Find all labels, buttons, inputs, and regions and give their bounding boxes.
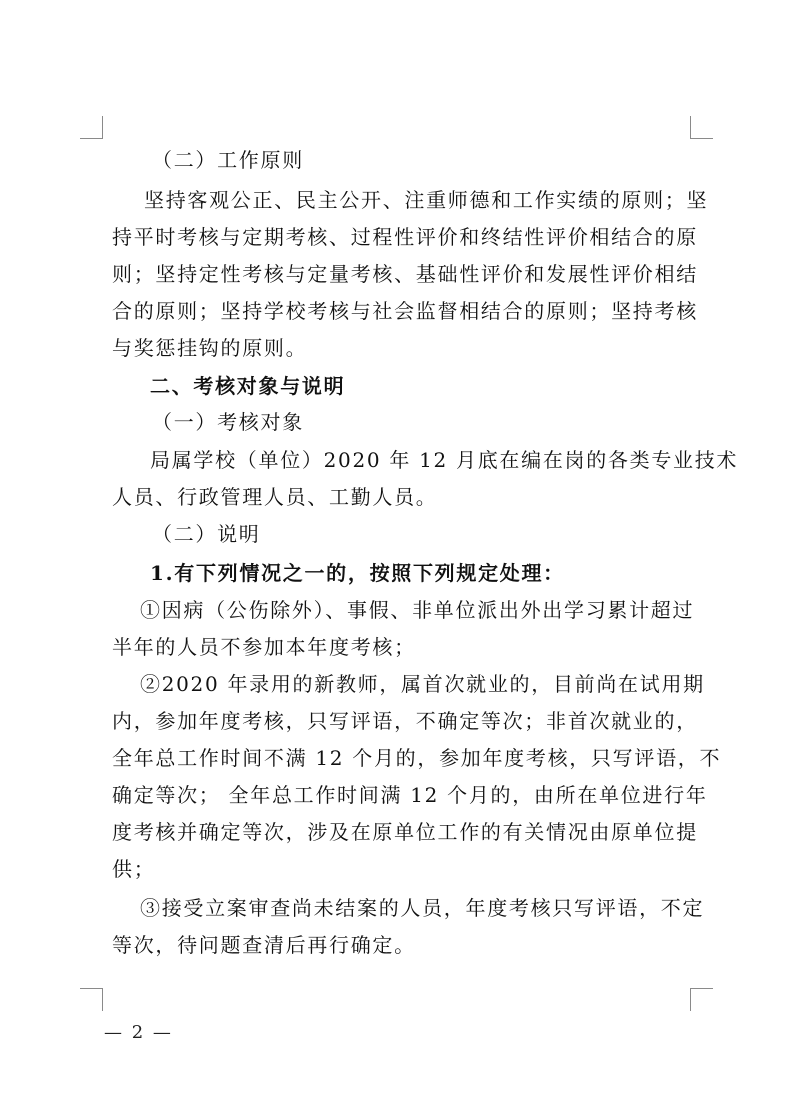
section-heading: 二、考核对象与说明	[150, 374, 346, 398]
crop-mark-top-left	[80, 116, 103, 139]
page-number: — 2 —	[104, 1022, 173, 1043]
crop-mark-bottom-right	[690, 988, 713, 1011]
paragraph-line: 局属学校（单位）2020 年 12 月底在编在岗的各类专业技术	[150, 448, 739, 472]
paragraph-line: 坚持客观公正、民主公开、注重师德和工作实绩的原则；坚	[144, 188, 709, 212]
paragraph-line: 与奖惩挂钩的原则。	[112, 336, 308, 360]
paragraph-line: ③接受立案审查尚未结案的人员，年度考核只写评语，不定	[140, 896, 705, 920]
paragraph-line: 内，参加年度考核，只写评语，不确定等次；非首次就业的，	[112, 709, 698, 733]
paragraph-line: 确定等次； 全年总工作时间满 12 个月的，由所在单位进行年	[112, 783, 708, 807]
paragraph-line: ②2020 年录用的新教师，属首次就业的，目前尚在试用期	[140, 672, 705, 696]
rule-heading: 1.有下列情况之一的，按照下列规定处理：	[150, 561, 565, 585]
paragraph-line: 则；坚持定性考核与定量考核、基础性评价和发展性评价相结	[112, 262, 698, 286]
paragraph-line: 半年的人员不参加本年度考核；	[112, 635, 416, 659]
paragraph-line: 持平时考核与定期考核、过程性评价和终结性评价相结合的原	[112, 225, 698, 249]
crop-mark-top-right	[690, 116, 713, 139]
paragraph-line: ①因病（公伤除外）、事假、非单位派出外出学习累计超过	[140, 598, 695, 622]
paragraph-line: 人员、行政管理人员、工勤人员。	[112, 485, 438, 509]
paragraph-line: 等次，待问题查清后再行确定。	[112, 933, 416, 957]
paragraph-line: 全年总工作时间不满 12 个月的，参加年度考核，只写评语，不	[112, 746, 722, 770]
paragraph-line: 合的原则；坚持学校考核与社会监督相结合的原则；坚持考核	[112, 299, 698, 323]
crop-mark-bottom-left	[80, 988, 103, 1011]
paragraph-line: 供；	[112, 857, 156, 881]
subheading-targets: （一）考核对象	[152, 410, 304, 434]
subheading-notes: （二）说明	[152, 522, 261, 546]
paragraph-line: 度考核并确定等次，涉及在原单位工作的有关情况由原单位提	[112, 820, 698, 844]
subheading-work-principles: （二）工作原则	[152, 148, 304, 172]
